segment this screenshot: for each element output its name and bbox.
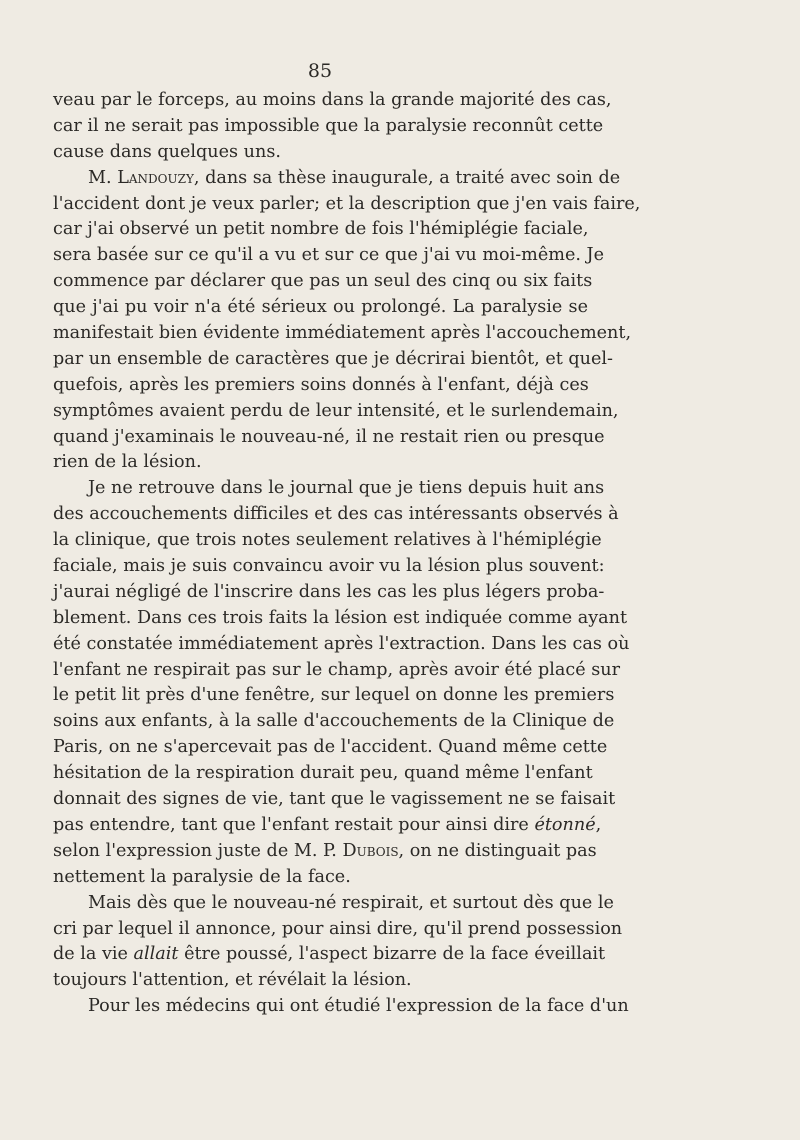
text-segment: rien de la lésion.: [53, 452, 202, 473]
text-line: [53, 347, 614, 373]
text-segment: Paris, on ne s'apercevait pas de l'accident. Quand même cette: [53, 737, 608, 758]
text-segment: symptômes avaient perdu de leur intensité, et le surlendemain,: [53, 400, 619, 421]
text-line: [53, 683, 615, 709]
text-segment: faciale, mais je suis convaincu avoir vu la lésion plus souvent:: [53, 556, 605, 577]
text-segment: hésitation de la respiration durait peu, quand même l'enfant: [53, 763, 593, 784]
text-segment: quand j'examinais le nouveau-né, il ne restait rien ou presque: [53, 426, 605, 447]
text-segment: Je ne retrouve dans le journal que je tiens depuis huit ans: [88, 478, 605, 499]
text-segment: des accouchements difficiles et des cas intéressants observés à: [53, 504, 619, 525]
text-line: [53, 865, 588, 891]
text-line: [53, 425, 605, 451]
text-line: [53, 192, 641, 218]
body-text: [53, 88, 641, 1020]
text-segment: cri par lequel il annonce, pour ainsi dire, qu'il prend possession: [53, 918, 623, 939]
text-line: [53, 217, 588, 243]
text-line: [53, 373, 588, 399]
text-line: [53, 114, 604, 140]
text-segment: veau par le forceps, au moins dans la grande majorité des cas,: [53, 90, 612, 110]
text-segment: donnait des signes de vie, tant que le vagissement ne se faisait: [53, 789, 616, 810]
text-segment: la clinique, que trois notes seulement relatives à l'hémiplégie: [53, 530, 602, 551]
text-line: [53, 813, 602, 839]
text-line: [53, 321, 632, 347]
text-line: [53, 140, 588, 166]
text-line: [53, 658, 620, 684]
emphasis-text: étonné: [534, 814, 596, 835]
text-line: [53, 450, 588, 476]
text-segment: commence par déclarer que pas un seul des cinq ou six faits: [53, 271, 593, 292]
text-line: [53, 399, 619, 425]
text-segment: selon l'expression juste de M. P.: [53, 840, 343, 861]
author-name: Landouzy: [117, 167, 194, 188]
text-line: [53, 709, 615, 735]
text-segment: par un ensemble de caractères que je décrirai bientôt, et quel-: [53, 348, 614, 369]
text-line: [53, 787, 616, 813]
text-line: [53, 580, 605, 606]
text-line: [53, 632, 630, 658]
text-line: [53, 942, 606, 968]
text-segment: pas entendre, tant que l'enfant restait pour ainsi dire: [53, 814, 535, 835]
text-line: [53, 891, 614, 917]
text-segment: été constatée immédiatement après l'extraction. Dans les cas où: [53, 633, 630, 654]
text-line: [53, 554, 605, 580]
author-name: Dubois: [342, 840, 399, 861]
text-line: [53, 476, 605, 502]
text-line: [53, 166, 621, 192]
text-line: [53, 839, 597, 865]
text-segment: Pour les médecins qui ont étudié l'expression de la face d'un: [88, 996, 629, 1017]
text-segment: j'aurai négligé de l'inscrire dans les cas les plus légers proba-: [53, 581, 605, 602]
text-segment: que j'ai pu voir n'a été sérieux ou prolongé. La paralysie se: [53, 297, 588, 318]
emphasis-text: allait: [133, 944, 179, 965]
page-number: 85: [307, 60, 333, 82]
text-segment: être poussé, l'aspect bizarre de la face éveillait: [178, 944, 606, 965]
text-line: [53, 295, 588, 321]
text-line: [53, 502, 619, 528]
text-segment: blement. Dans ces trois faits la lésion est indiquée comme ayant: [53, 607, 628, 628]
text-segment: Mais dès que le nouveau-né respirait, et surtout dès que le: [88, 892, 614, 913]
text-line: [53, 735, 608, 761]
text-line: [53, 243, 605, 269]
text-segment: de la vie: [53, 944, 134, 965]
text-segment: car il ne serait pas impossible que la paralysie reconnût cette: [53, 115, 604, 136]
text-segment: le petit lit près d'une fenêtre, sur lequel on donne les premiers: [53, 685, 615, 706]
text-segment: sera basée sur ce qu'il a vu et sur ce que j'ai vu moi-même. Je: [53, 245, 605, 266]
text-line: [53, 968, 588, 994]
text-segment: l'enfant ne respirait pas sur le champ, après avoir été placé sur: [53, 659, 620, 680]
text-segment: , dans sa thèse inaugurale, a traité avec soin de: [193, 167, 621, 188]
text-segment: cause dans quelques uns.: [53, 141, 281, 162]
text-line: [53, 528, 602, 554]
text-segment: , on ne distinguait pas: [398, 840, 597, 861]
text-line: [53, 994, 629, 1020]
text-segment: manifestait bien évidente immédiatement après l'accouchement,: [53, 323, 632, 344]
text-segment: M.: [88, 167, 118, 188]
text-segment: ,: [595, 814, 602, 835]
text-line: [53, 761, 593, 787]
text-segment: soins aux enfants, à la salle d'accouchements de la Clinique de: [53, 711, 615, 732]
text-segment: l'accident dont je veux parler; et la description que j'en vais faire,: [53, 193, 641, 214]
text-line: [53, 606, 628, 632]
text-segment: nettement la paralysie de la face.: [53, 866, 351, 887]
text-segment: car j'ai observé un petit nombre de fois l'hémiplégie faciale,: [53, 219, 589, 240]
text-line: [53, 269, 593, 295]
text-line: [53, 88, 612, 114]
text-segment: quefois, après les premiers soins donnés à l'enfant, déjà ces: [53, 374, 589, 395]
text-line: [53, 917, 623, 943]
text-segment: toujours l'attention, et révélait la lésion.: [53, 970, 412, 991]
